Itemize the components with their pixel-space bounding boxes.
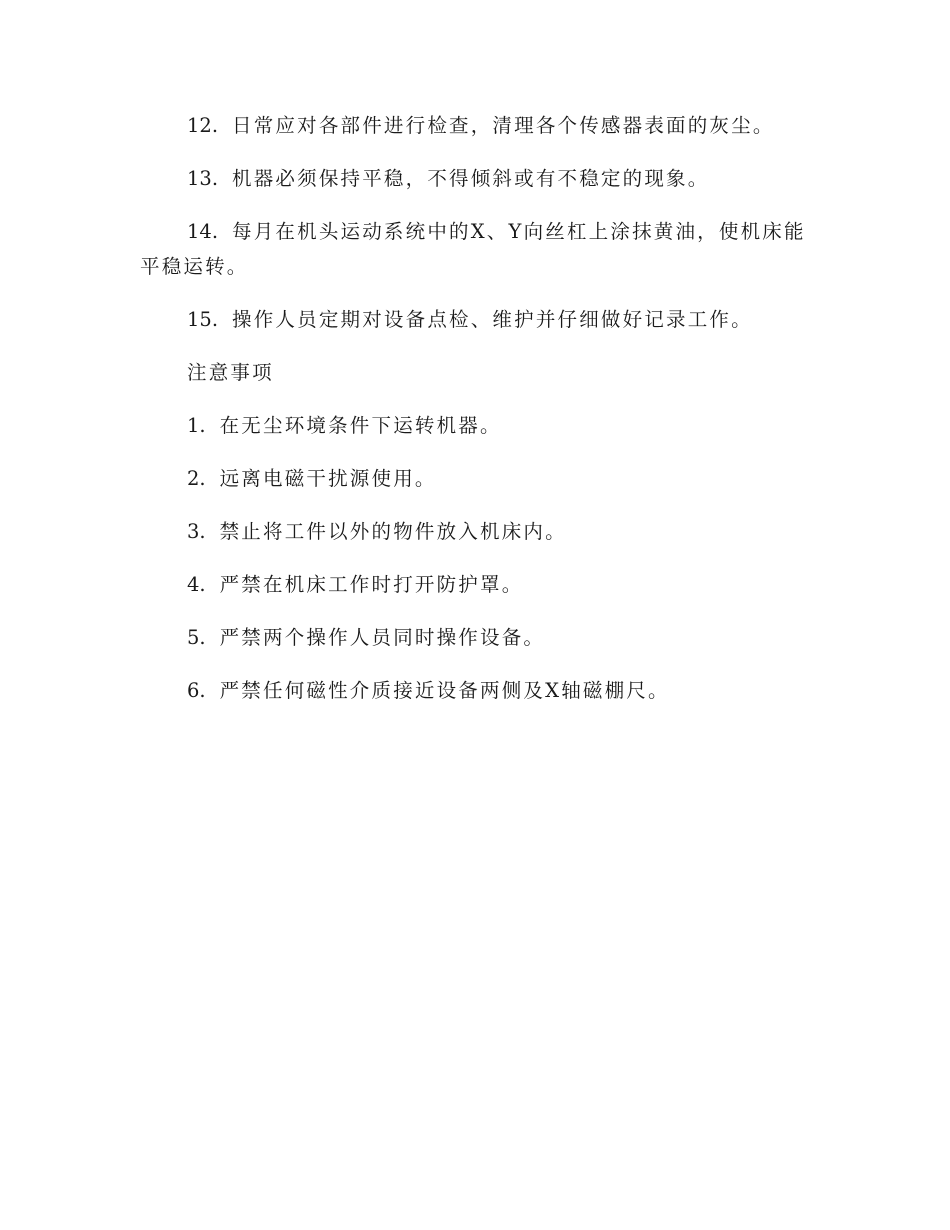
item-text: 日常应对各部件进行检查，清理各个传感器表面的灰尘。 bbox=[232, 114, 775, 137]
note-item-3 bbox=[140, 514, 810, 549]
item-number: 12. bbox=[187, 114, 219, 137]
note-item-4 bbox=[140, 567, 810, 602]
item-text: 严禁两个操作人员同时操作设备。 bbox=[219, 626, 546, 649]
item-number: 15. bbox=[187, 308, 219, 331]
item-text: 在无尘环境条件下运转机器。 bbox=[219, 414, 502, 437]
item-text: 严禁在机床工作时打开防护罩。 bbox=[219, 573, 524, 596]
item-text: 每月在机头运动系统中的X、Y向丝杠上涂抹黄油，使机床能平稳运转。 bbox=[140, 220, 806, 278]
notes-heading: 注意事项 bbox=[187, 361, 274, 384]
item-text: 禁止将工件以外的物件放入机床内。 bbox=[219, 520, 567, 543]
item-number: 1. bbox=[187, 414, 206, 437]
item-number: 13. bbox=[187, 167, 219, 190]
item-number: 5. bbox=[187, 626, 206, 649]
item-number: 14. bbox=[187, 220, 219, 243]
note-item-2 bbox=[140, 461, 810, 496]
note-item-5 bbox=[140, 620, 810, 655]
document-body bbox=[140, 108, 810, 726]
maintenance-item-14 bbox=[140, 214, 810, 284]
maintenance-item-15 bbox=[140, 302, 810, 337]
item-text: 严禁任何磁性介质接近设备两侧及X轴磁棚尺。 bbox=[219, 679, 670, 702]
item-number: 6. bbox=[187, 679, 206, 702]
item-text: 操作人员定期对设备点检、维护并仔细做好记录工作。 bbox=[232, 308, 753, 331]
item-number: 2. bbox=[187, 467, 206, 490]
note-item-6 bbox=[140, 673, 810, 708]
item-text: 远离电磁干扰源使用。 bbox=[219, 467, 437, 490]
note-item-1 bbox=[140, 408, 810, 443]
maintenance-item-12 bbox=[140, 108, 810, 143]
item-number: 4. bbox=[187, 573, 206, 596]
maintenance-item-13 bbox=[140, 161, 810, 196]
item-number: 3. bbox=[187, 520, 206, 543]
item-text: 机器必须保持平稳，不得倾斜或有不稳定的现象。 bbox=[232, 167, 710, 190]
